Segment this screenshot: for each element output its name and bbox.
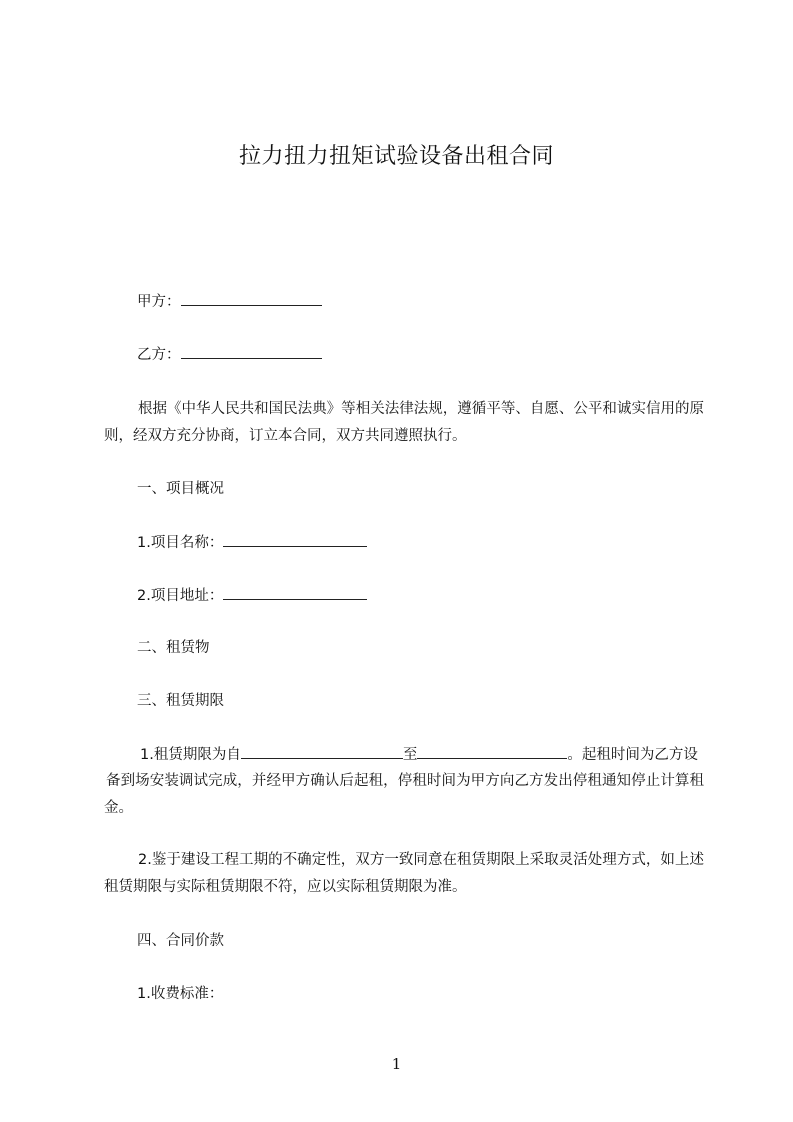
lease-term-prefix: 1.租赁期限为自 (140, 747, 241, 763)
project-name-blank[interactable] (223, 532, 367, 547)
party-b-label: 乙方： (137, 347, 181, 363)
section4-heading: 四、合同价款 (137, 933, 224, 949)
document-title: 拉力扭力扭矩试验设备出租合同 (238, 144, 554, 169)
project-address-blank[interactable] (223, 585, 367, 600)
party-b-blank[interactable] (181, 344, 322, 359)
lease-term-continuation: 备到场安装调试完成，并经甲方确认后起租，停租时间为甲方向乙方发出停租通知停止计算租金。 (104, 773, 704, 816)
party-a-label: 甲方： (137, 294, 181, 310)
project-address-line (137, 585, 737, 606)
page-number: 1 (391, 1055, 402, 1073)
lease-flexibility-paragraph: 2.鉴于建设工程工期的不确定性，双方一致同意在租赁期限上采取灵活处理方式，如上述租赁期限与实际租赁期限不符，应以实际租赁期限为准。 (104, 852, 704, 895)
lease-start-blank[interactable] (241, 744, 403, 759)
lease-end-blank[interactable] (417, 744, 567, 759)
party-b-line (137, 344, 737, 365)
project-name-line (137, 532, 737, 553)
section1-heading: 一、项目概况 (137, 481, 224, 497)
project-name-label: 1.项目名称： (137, 535, 224, 551)
lease-term-line (140, 744, 740, 765)
project-address-label: 2.项目地址： (137, 588, 224, 604)
lease-term-to: 至 (402, 747, 418, 763)
party-a-line (137, 291, 737, 312)
section3-heading: 三、租赁期限 (137, 693, 224, 709)
lease-term-suffix: 。起租时间为乙方设 (567, 747, 698, 763)
section2-heading: 二、租赁物 (137, 640, 210, 656)
preamble-paragraph: 根据《中华人民共和国民法典》等相关法律法规，遵循平等、自愿、公平和诚实信用的原则，经双方充分协商，订立本合同，双方共同遵照执行。 (104, 401, 704, 444)
party-a-blank[interactable] (181, 291, 322, 306)
fee-standard-label: 1.收费标准： (137, 986, 224, 1002)
